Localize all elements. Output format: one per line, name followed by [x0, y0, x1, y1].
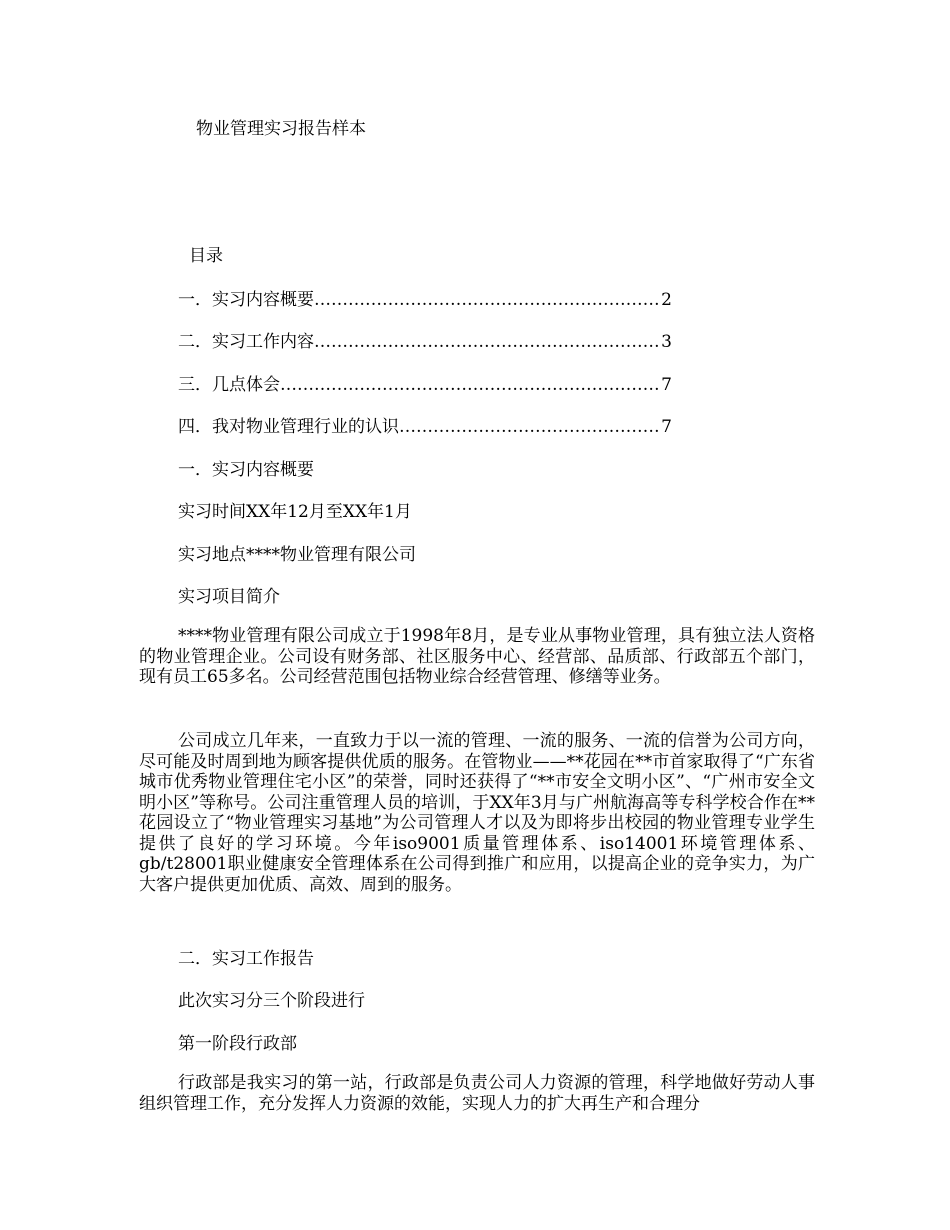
toc-entry-page: 7 [661, 417, 672, 437]
toc-entry-label: 一．实习内容概要 [178, 290, 314, 310]
body-paragraph: ****物业管理有限公司成立于1998年8月，是专业从事物业管理，具有独立法人资格的物业管理企业。公司设有财务部、社区服务中心、经营部、品质部、行政部五个部门，现有员工65多名。公司经营范围包括物业综合经营管理、修缮等业务。 [139, 626, 815, 687]
toc-dot-leader [314, 290, 661, 310]
internship-place: 实习地点****物业管理有限公司 [178, 545, 416, 565]
subsection-heading: 实习项目简介 [178, 587, 280, 607]
body-paragraph: 公司成立几年来，一直致力于以一流的管理、一流的服务、一流的信誉为公司方向，尽可能及时周到地为顾客提供优质的服务。在管物业——**花园在**市首家取得了“广东省城市优秀物业管理住宅小区”的荣誉，同时还获得了“**市安全文明小区”、“广州市安全文明小区”等称号。公司注重管理人员的培训，于XX年3月与广州航海高等专科学校合作在**花园设立了“物业管理实习基地”为公司管理人才以及为即将步出校园的物业管理专业学生提供了良好的学习环境。今年iso9001质量管理体系、iso14001环境管理体系、gb/t28001职业健康安全管理体系在公司得到推广和应用，以提高企业的竞争实力，为广大客户提供更加优质、高效、周到的服务。 [139, 731, 815, 895]
toc-dot-leader [280, 375, 661, 395]
toc-dot-leader [314, 332, 661, 352]
toc-entry-page: 2 [661, 290, 672, 310]
stages-intro: 此次实习分三个阶段进行 [178, 991, 365, 1011]
toc-entry [178, 412, 672, 437]
subsection-heading: 第一阶段行政部 [178, 1034, 297, 1054]
toc-entry-page: 3 [661, 332, 672, 352]
toc-entry-label: 四．我对物业管理行业的认识 [178, 417, 399, 437]
toc-entry [178, 370, 672, 395]
document-title: 物业管理实习报告样本 [196, 119, 366, 139]
toc-entry-label: 三．几点体会 [178, 375, 280, 395]
toc-entry [178, 327, 672, 352]
toc-entry-label: 二．实习工作内容 [178, 332, 314, 352]
section-heading: 一．实习内容概要 [178, 460, 314, 480]
body-paragraph: 行政部是我实习的第一站，行政部是负责公司人力资源的管理，科学地做好劳动人事组织管理工作，充分发挥人力资源的效能，实现人力的扩大再生产和合理分 [139, 1073, 815, 1114]
toc-dot-leader [399, 417, 661, 437]
toc-heading: 目录 [189, 246, 223, 266]
section-heading: 二．实习工作报告 [178, 949, 314, 969]
toc-entry [178, 285, 672, 310]
toc-entry-page: 7 [661, 375, 672, 395]
internship-time: 实习时间XX年12月至XX年1月 [178, 502, 412, 522]
